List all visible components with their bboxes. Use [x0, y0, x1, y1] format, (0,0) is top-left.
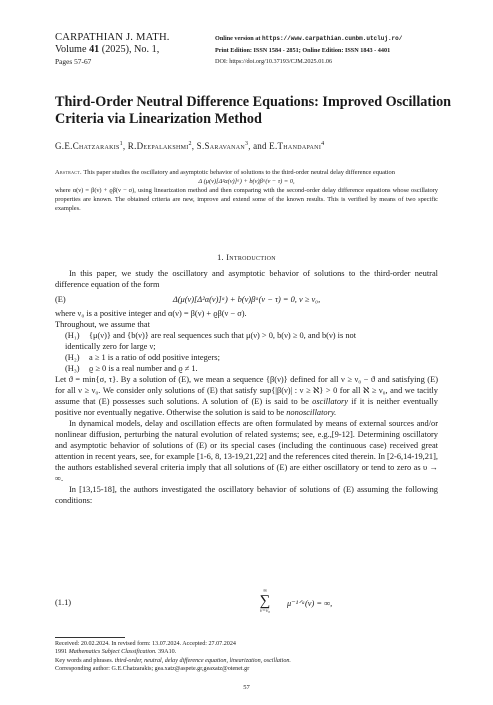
online-version — [215, 33, 465, 45]
assumption-intro: Throughout, we assume that — [55, 320, 150, 329]
author-separator: , and — [248, 141, 270, 151]
nonoscillatory-term: nonoscillatory. — [286, 408, 337, 417]
equation-E-body: Δ(μ(ν)[Δ²α(ν)]ᵃ) + b(ν)βᵃ(ν − τ) = 0, ν ≥ ν₀, — [172, 295, 321, 304]
corresponding-author: Corresponding author: G.E.Chatzarakis; gea.xatz@aspete.gr,geaxatz@otenet.gr — [55, 666, 250, 673]
equation-label: (E) — [55, 295, 66, 304]
hypothesis-text: a ≥ 1 is a ratio of odd positive integers; — [89, 353, 220, 362]
sum-upper-limit: ∞ — [263, 588, 267, 594]
hypothesis-label: (H₃) — [65, 364, 80, 373]
body-text — [55, 268, 438, 506]
hypothesis-text: ϱ ≥ 0 is a real number and ϱ ≠ 1. — [89, 364, 198, 373]
hypothesis-h3 — [55, 363, 438, 374]
paper-title: Third-Order Neutral Difference Equations: Improved Oscillation Criteria via Linearization Method — [55, 94, 452, 127]
hypothesis-h1 — [55, 330, 438, 341]
journal-pages: Pages 57-67 — [55, 57, 92, 67]
msc-label: Mathematics Subject Classification. — [68, 649, 157, 656]
sum-lower-limit: ν=ν₀ — [259, 608, 271, 614]
online-url-link[interactable]: https://www.carpathian.cunbm.utcluj.ro/ — [261, 35, 403, 42]
keywords-label: Key words and phrases. — [55, 657, 115, 664]
hypothesis-label: (H₁) — [65, 331, 80, 340]
solution-text: if it is neither eventually positive nor eventually negative. Otherwise the solution is said to be — [55, 397, 438, 417]
conditions-paragraph: In [13,15-18], the authors investigated the oscillatory behavior of solutions of (E) assuming the following conditions: — [55, 485, 438, 505]
author-separator: , — [191, 141, 197, 151]
equation-1-1 — [55, 588, 438, 616]
page-number: 57 — [243, 684, 250, 691]
abstract-intro — [55, 168, 438, 177]
author-name: R.Deepalakshmi — [127, 141, 189, 151]
journal-name: CARPATHIAN J. MATH. — [55, 32, 170, 43]
section-heading — [55, 253, 438, 262]
intro-paragraph: In this paper, we study the oscillatory and asymptotic behavior of solutions to the third-order neutral difference equation of the form — [55, 269, 438, 289]
issn-line: Print Edition: ISSN 1584 - 2851; Online Edition: ISSN 1843 - 4401 — [215, 46, 391, 54]
hypothesis-text: {μ(ν)} and {b(ν)} are real sequences such that μ(ν) > 0, b(ν) ≥ 0, and b(ν) is not — [89, 331, 357, 340]
author-affiliation-mark: 1 — [119, 141, 123, 147]
author-affiliation-mark: 2 — [188, 141, 192, 147]
definition-paragraph: where ν₀ is a positive integer and α(ν) = β(ν) + ϱβ(ν − σ). — [55, 309, 247, 318]
msc-value: 39A10. — [156, 649, 177, 656]
abstract-rest: where α(ν) = β(ν) + ϱβ(ν − σ), using linearization method and then comparing with the second-order delay difference equations whose oscillatory properties are known. The obtained criteria are new, improve and extend some of the known results. This is verified by means of two specific examples. — [55, 187, 438, 212]
received-dates: Received: 20.02.2024. In revised form: 13.07.2024. Accepted: 27.07.2024 — [55, 641, 236, 647]
doi-link[interactable]: DOI: https://doi.org/10.37193/CJM.2025.01.06 — [215, 58, 333, 65]
author-name: E.Thandapani — [269, 141, 322, 151]
journal-header-left — [55, 32, 215, 67]
volume-prefix: Volume — [55, 44, 90, 56]
sigma-icon: ∑ — [259, 593, 271, 609]
equation-E — [55, 292, 438, 307]
footnotes — [55, 640, 455, 674]
msc-classification — [55, 648, 455, 656]
summation-symbol-block — [235, 588, 295, 614]
solution-text: Let ϑ = min{σ, τ}. By a solution of (E), we mean a sequence {β(ν)} defined for all ν ≥ ν₀ − ϑ and satisfying (E) for all ν ≥ ν₀. We consider only solutions of (E) that satisfy sup{|β(ν)| : ν ≥ ℵ} > 0 for all ℵ ≥ ν₀, and we tacitly assume that (E) possesses such solutions. A solution of (E) is said to be — [55, 375, 438, 406]
keywords-list: third-order, neutral, delay difference equation, linearization, oscillation. — [114, 657, 291, 664]
journal-header-right — [215, 33, 465, 68]
solution-definition-paragraph — [55, 374, 438, 418]
volume-suffix: (2025), No. 1, — [99, 44, 160, 56]
footnote-divider — [55, 637, 125, 638]
author-name: G.E.Chatzarakis — [55, 141, 120, 151]
journal-volume — [55, 44, 215, 56]
section-title: Introduction — [226, 253, 276, 262]
section-number: 1. — [217, 253, 224, 262]
msc-prefix: 1991 — [55, 649, 69, 656]
author-list — [55, 141, 455, 151]
abstract — [55, 168, 438, 213]
online-prefix: Online version at — [215, 35, 262, 42]
hypothesis-h2 — [55, 352, 438, 363]
background-paragraph: In dynamical models, delay and oscillation effects are often formulated by means of external sources and/or nonlinear diffusion, perturbing the natural evolution of related systems; see, e.g.,[9-12]. Determining oscillatory and asymptotic behavior of solutions of (E) or its special cases (including the continuous case) received great attention in recent years, see, for example [1-6, 8, 13-19,21,22] and the references cited therein. In [2-6,14-19,21], the authors established several criteria imply that all solutions of (E) are either oscillatory or tend to zero as υ → ∞. — [55, 419, 438, 483]
hypothesis-label: (H₂) — [65, 353, 80, 362]
sum-expression: μ⁻¹ᐟᵃ(ν) = ∞, — [287, 599, 333, 608]
author-separator: , — [122, 141, 128, 151]
equation-label: (1.1) — [55, 598, 72, 607]
hypothesis-h1-continued: identically zero for large ν; — [65, 342, 156, 351]
oscillatory-term: oscillatory — [312, 397, 348, 406]
abstract-intro-text: This paper studies the oscillatory and asymptotic behavior of solutions to the third-order neutral delay difference equation — [81, 169, 395, 176]
author-name: S.Saravanan — [196, 141, 245, 151]
keywords — [55, 657, 455, 665]
volume-number: 41 — [89, 44, 100, 56]
author-affiliation-mark: 3 — [245, 141, 249, 147]
abstract-label: Abstract. — [55, 169, 82, 176]
author-affiliation-mark: 4 — [321, 141, 325, 147]
abstract-equation: Δ (μ(ν)[Δ²α(ν)]ᵃ) + b(ν)βᵃ(ν − τ) = 0, — [198, 178, 295, 185]
